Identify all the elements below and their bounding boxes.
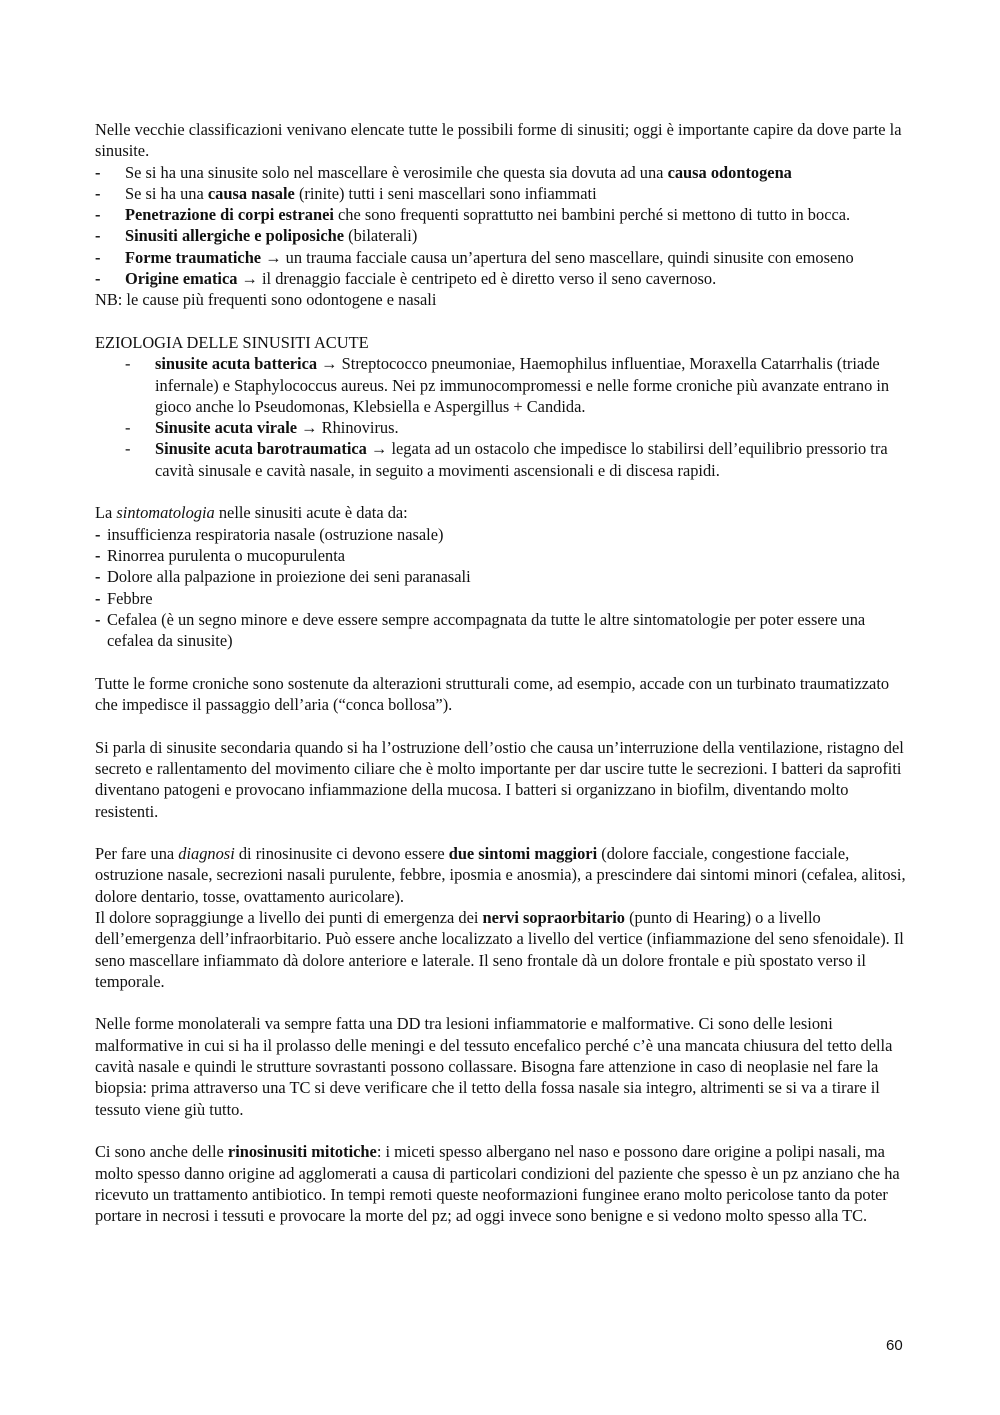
- list-item: - sinusite acuta batterica → Streptococco pneumoniae, Haemophilus influentiae, Moraxella Catarrhalis (triade infernale) e Staphylococcus aureus. Nei pz immunocompromessi e nelle forme croniche più avanzate entrano in gioco anche lo Pseudomonas, Klebsiella e Aspergillus + Candida.: [95, 353, 910, 417]
- list-item: - Se si ha una causa nasale (rinite) tutti i seni mascellari sono infiammati: [95, 183, 910, 204]
- nb-note: NB: le cause più frequenti sono odontogene e nasali: [95, 290, 437, 310]
- list-item: - Sinusiti allergiche e poliposiche (bilaterali): [95, 225, 910, 246]
- monolateral-paragraph: Nelle forme monolaterali va sempre fatta una DD tra lesioni infiammatorie e malformative. Ci sono delle lesioni malformative in cui si ha il prolasso delle meningi e del tessuto encefalico perché c’è una mancata chiusura del tetto della cavità nasale e quindi le strutture sovrastanti possono collassare. Bisogna fare attenzione in caso di neoplasie nel fare la biopsia: prima attraverso una TC si deve verificare che il tetto della fossa nasale sia integro, altrimenti se si va a tirare il tessuto viene giù tutto.: [95, 1014, 893, 1119]
- list-item: - Febbre: [95, 588, 910, 609]
- list-item: - Sinusite acuta virale → Rhinovirus.: [95, 417, 910, 438]
- chronic-paragraph: Tutte le forme croniche sono sostenute da alterazioni strutturali come, ad esempio, accade con un turbinato traumatizzato che impedisce il passaggio dell’aria (“conca bollosa”).: [95, 673, 890, 715]
- mycotic-paragraph: Ci sono anche delle rinosinusiti mitotiche: i miceti spesso albergano nel naso e possono dare origine a polipi nasali, ma molto spesso danno origine ad agglomerati a causa di particolari condizioni del paziente che spesso è un pz anziano che ha ricevuto un trattamento antibiotico. In tempi remoti queste neoformazioni funginee erano molto pericolose tanto da poter portare in necrosi i tessuti e provocare la morte del pz; ad oggi invece sono benigne e si vedono molto spesso alla TC.: [95, 1142, 900, 1226]
- list-item: - Origine ematica → il drenaggio facciale è centripeto ed è diretto verso il seno cavernoso.: [95, 268, 910, 289]
- list-item: - Sinusite acuta barotraumatica → legata ad un ostacolo che impedisce lo stabilirsi dell’equilibrio pressorio tra cavità sinusale e cavità nasale, in seguito a movimenti ascensionali e di discesa rapidi.: [95, 438, 910, 481]
- list-item: - Dolore alla palpazione in proiezione dei seni paranasali: [95, 566, 910, 587]
- symptoms-list: [95, 524, 910, 652]
- list-item: - Se si ha una sinusite solo nel mascellare è verosimile che questa sia dovuta ad una causa odontogena: [95, 162, 910, 183]
- list-item: - Rinorrea purulenta o mucopurulenta: [95, 545, 910, 566]
- symptoms-intro: La sintomatologia nelle sinusiti acute è data da:: [95, 503, 408, 523]
- list-item: - Forme traumatiche → un trauma facciale causa un’apertura del seno mascellare, quindi sinusite con emoseno: [95, 247, 910, 268]
- page-number: 60: [886, 1337, 903, 1354]
- causes-list: [95, 162, 910, 290]
- intro-paragraph: Nelle vecchie classificazioni venivano elencate tutte le possibili forme di sinusiti; oggi è importante capire da dove parte la sinusite.: [95, 120, 902, 161]
- list-item: - Cefalea (è un segno minore e deve essere sempre accompagnata da tutte le altre sintomatologie per poter essere una cefalea da sinusite): [95, 609, 910, 652]
- section-heading-etiology: EZIOLOGIA DELLE SINUSITI ACUTE: [95, 332, 369, 352]
- pain-paragraph: Il dolore sopraggiunge a livello dei punti di emergenza dei nervi sopraorbitario (punto di Hearing) o a livello dell’emergenza dell’infraorbitario. Può essere anche localizzato a livello del vertice (infiammazione del seno sfenoidale). Il seno mascellare infiammato dà dolore anteriore e laterale. Il seno frontale dà un dolore frontale e più spostato verso il temporale.: [95, 907, 904, 991]
- diagnosis-paragraph: Per fare una diagnosi di rinosinusite ci devono essere due sintomi maggiori (dolore facciale, congestione facciale, ostruzione nasale, secrezioni nasali purulente, febbre, iposmia e anosmia), a prescindere dai sintomi minori (cefalea, alitosi, dolore dentario, tosse, ovattamento auricolare).: [95, 844, 906, 906]
- list-item: - insufficienza respiratoria nasale (ostruzione nasale): [95, 524, 910, 545]
- etiology-list: [95, 353, 910, 481]
- list-item: - Penetrazione di corpi estranei che sono frequenti soprattutto nei bambini perché si mettono di tutto in bocca.: [95, 204, 910, 225]
- document-page: [95, 119, 910, 1226]
- secondary-paragraph: Si parla di sinusite secondaria quando si ha l’ostruzione dell’ostio che causa un’interruzione della ventilazione, ristagno del secreto e rallentamento del movimento ciliare che è molto importante per dar uscire tutte le secrezioni. I batteri da saprofiti diventano patogeni e provocano infiammazione della mucosa. I batteri si organizzano in biofilm, diventando molto resistenti.: [95, 737, 904, 821]
